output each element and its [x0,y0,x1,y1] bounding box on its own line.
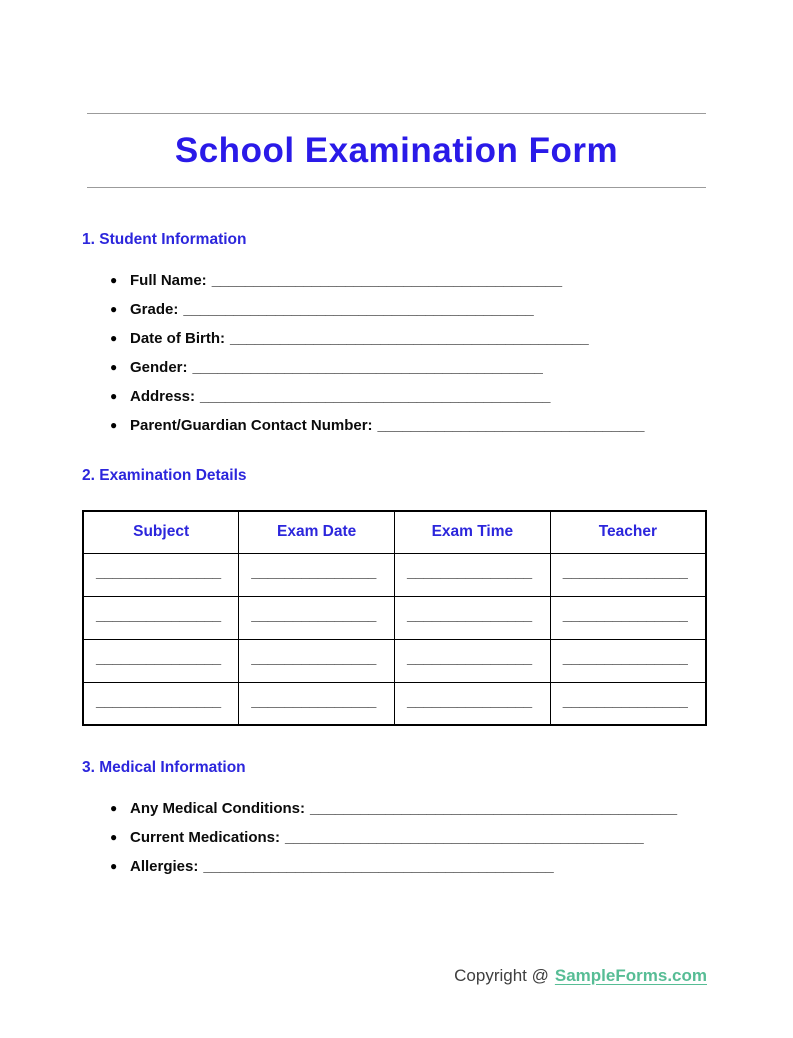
field-full-name [110,266,707,295]
blank-line: ________________________________ [377,417,645,434]
bullet-icon: ● [110,389,118,403]
field-label: Grade: [130,301,179,318]
table-cell-blank: _______________ [550,596,706,639]
table-row [83,639,706,682]
blank-line: __________________________________________ [203,858,554,875]
title-block [87,113,706,188]
exam-schedule-table [82,510,707,726]
student-information-list [82,266,707,440]
table-cell-blank: _______________ [239,639,395,682]
blank-line: __________________________________________ [200,388,551,405]
footer [82,965,707,987]
blank-line: ____________________________________________ [310,800,678,817]
page-title: School Examination Form [174,131,619,170]
field-gender [110,353,707,382]
sampleforms-link[interactable]: SampleForms.com [554,966,707,985]
table-row [83,682,706,725]
bullet-icon: ● [110,830,118,844]
table-cell-blank: _______________ [395,682,551,725]
table-row [83,553,706,596]
field-label: Current Medications: [130,829,281,846]
blank-line: __________________________________________ [183,301,534,318]
bullet-icon: ● [110,360,118,374]
column-header-exam-date: Exam Date [239,511,395,553]
table-cell-blank: _______________ [83,553,239,596]
blank-line: __________________________________________ [211,272,563,289]
blank-line: ___________________________________________ [285,829,644,846]
table-cell-blank: _______________ [550,682,706,725]
table-cell-blank: _______________ [83,596,239,639]
table-cell-blank: _______________ [239,553,395,596]
table-cell-blank: _______________ [239,682,395,725]
field-current-medications [110,823,707,852]
field-label: Full Name: [130,272,207,289]
title-rule-bottom [87,187,706,188]
table-cell-blank: _______________ [395,553,551,596]
table-cell-blank: _______________ [395,639,551,682]
copyright-text: Copyright @ [454,966,549,985]
column-header-teacher: Teacher [550,511,706,553]
table-header-row [83,511,706,553]
section-heading-student-information: 1. Student Information [82,231,247,248]
field-date-of-birth [110,324,707,353]
table-cell-blank: _______________ [83,639,239,682]
field-any-medical-conditions [110,794,707,823]
field-grade [110,295,707,324]
blank-line: __________________________________________ [192,359,543,376]
section-heading-examination-details: 2. Examination Details [82,467,247,484]
medical-information-list [82,794,707,881]
table-cell-blank: _______________ [550,553,706,596]
table-row [83,596,706,639]
field-allergies [110,852,707,881]
bullet-icon: ● [110,859,118,873]
bullet-icon: ● [110,273,118,287]
form-content [82,230,707,987]
field-label: Date of Birth: [130,330,225,347]
blank-line: ___________________________________________ [230,330,589,347]
field-label: Gender: [130,359,188,376]
table-cell-blank: _______________ [239,596,395,639]
column-header-exam-time: Exam Time [395,511,551,553]
table-cell-blank: _______________ [395,596,551,639]
bullet-icon: ● [110,418,118,432]
field-label: Address: [130,388,196,405]
column-header-subject: Subject [83,511,239,553]
table-cell-blank: _______________ [83,682,239,725]
field-label: Any Medical Conditions: [130,800,306,817]
field-label: Allergies: [130,858,199,875]
bullet-icon: ● [110,801,118,815]
section-heading-medical-information: 3. Medical Information [82,759,246,776]
field-label: Parent/Guardian Contact Number: [130,417,373,434]
bullet-icon: ● [110,302,118,316]
field-address [110,382,707,411]
table-cell-blank: _______________ [550,639,706,682]
bullet-icon: ● [110,331,118,345]
field-parent-guardian-contact-number [110,411,707,440]
